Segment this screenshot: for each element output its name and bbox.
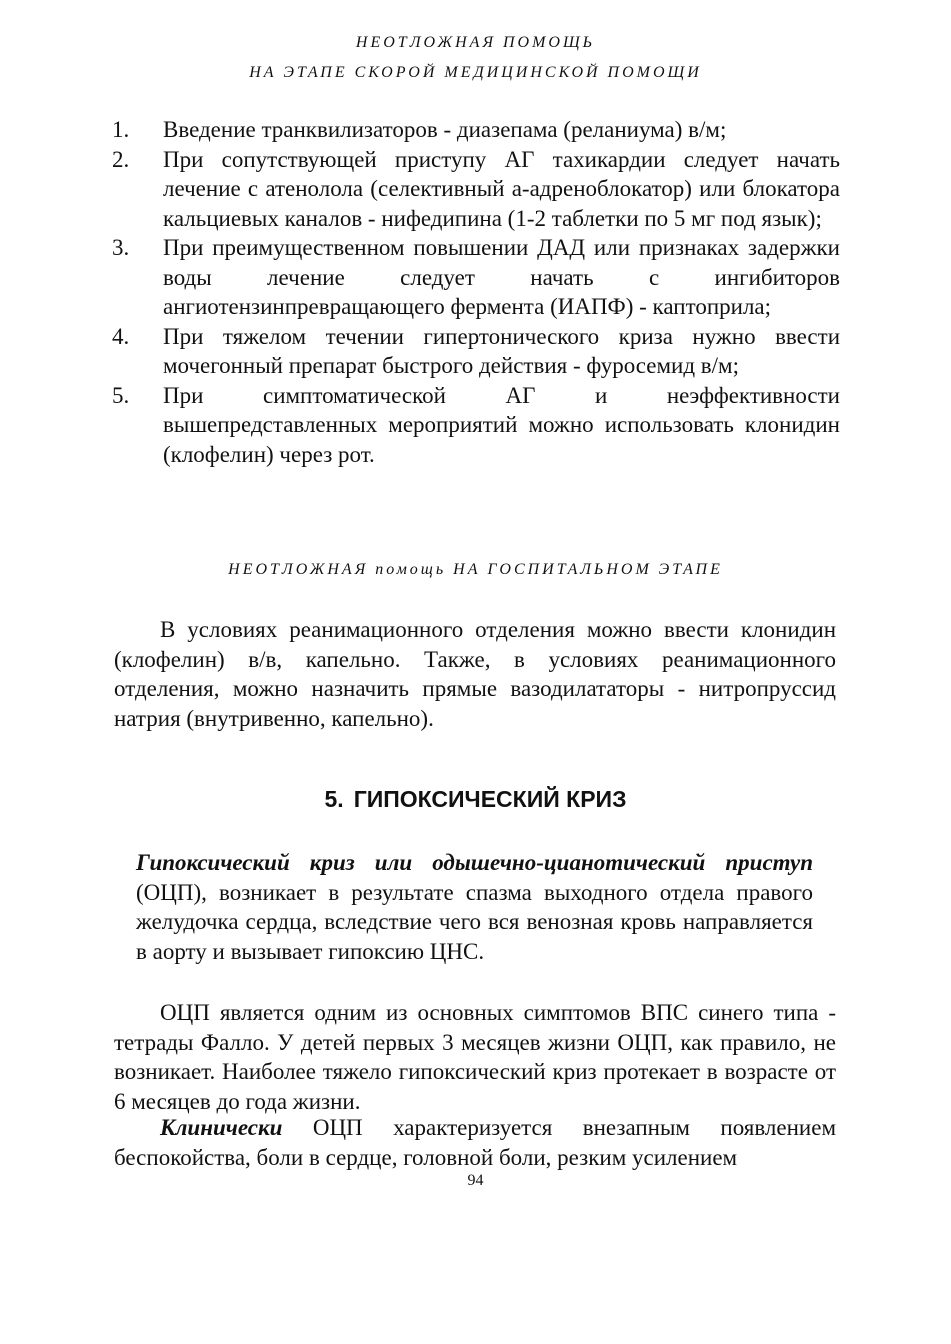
list-item-number: 1.: [112, 117, 130, 142]
list-item: [112, 322, 840, 381]
definition-term: Гипоксический криз или одышечно-цианотический приступ: [136, 850, 813, 875]
running-header-line-2: НА ЭТАПЕ СКОРОЙ МЕДИЦИНСКОЙ ПОМОЩИ: [249, 64, 702, 81]
list-item: [112, 115, 840, 145]
hospital-subheading: НЕОТЛОЖНАЯ помощь НА ГОСПИТАЛЬНОМ ЭТАПЕ: [228, 561, 723, 578]
page-number: 94: [467, 1172, 484, 1189]
list-item-text: При тяжелом течении гипертонического криза нужно ввести мочегонный препарат быстрого действия - фуросемид в/м;: [163, 323, 840, 378]
list-item: [112, 233, 840, 322]
list-item: [112, 145, 840, 234]
definition-text: (ОЦП), возникает в результате спазма выходного отдела правого желудочка сердца, вследствие чего вся венозная кровь направляется в аорту и вызывает гипоксию ЦНС.: [136, 879, 813, 964]
clinical-paragraph: [114, 1113, 836, 1172]
definition-paragraph: [136, 848, 813, 966]
clinical-text: ОЦП характеризуется внезапным появлением беспокойства, боли в сердце, головной боли, резким усилением: [114, 1115, 836, 1170]
body-paragraph: ОЦП является одним из основных симптомов ВПС синего типа - тетрады Фалло. У детей первых 3 месяцев жизни ОЦП, как правило, не возникает. Наиболее тяжело гипоксический криз протекает в возрасте от 6 месяцев до года жизни.: [114, 1000, 836, 1114]
list-item-number: 2.: [112, 146, 130, 172]
list-item-text: Введение транквилизаторов - диазепама (реланиума) в/м;: [163, 117, 727, 142]
list-item-text: При сопутствующей приступу АГ тахикардии следует начать лечение с атенолола (селективный а-адреноблокатор) или блокатора кальциевых каналов - нифедипина (1-2 таблетки по 5 мг под язык);: [163, 146, 840, 231]
clinical-lead: Клинически: [160, 1115, 283, 1140]
list-item-text: При симптоматической АГ и неэффективности вышепредставленных мероприятий можно использовать клонидин (клофелин) через рот.: [163, 382, 840, 467]
treatment-list: [112, 115, 840, 469]
list-item-number: 3.: [112, 235, 130, 260]
running-header-line-1: НЕОТЛОЖНАЯ ПОМОЩЬ: [355, 34, 596, 51]
chapter-title: ГИПОКСИЧЕСКИЙ КРИЗ: [353, 786, 627, 812]
chapter-heading: [0, 786, 951, 813]
list-item: [112, 381, 840, 470]
list-item-text: При преимущественном повышении ДАД или признаках задержки воды лечение следует начать с ингибиторов ангиотензинпревращающего фермента (ИАПФ) - каптоприла;: [163, 235, 840, 319]
hospital-paragraph: В условиях реанимационного отделения можно ввести клонидин (клофелин) в/в, капельно. Также, в условиях реанимационного отделения, можно назначить прямые вазодилататоры - нитропруссид натрия (внутривенно, капельно).: [114, 617, 836, 731]
list-item-number: 4.: [112, 323, 130, 349]
list-item-number: 5.: [112, 382, 130, 408]
chapter-number: 5.: [324, 786, 344, 812]
